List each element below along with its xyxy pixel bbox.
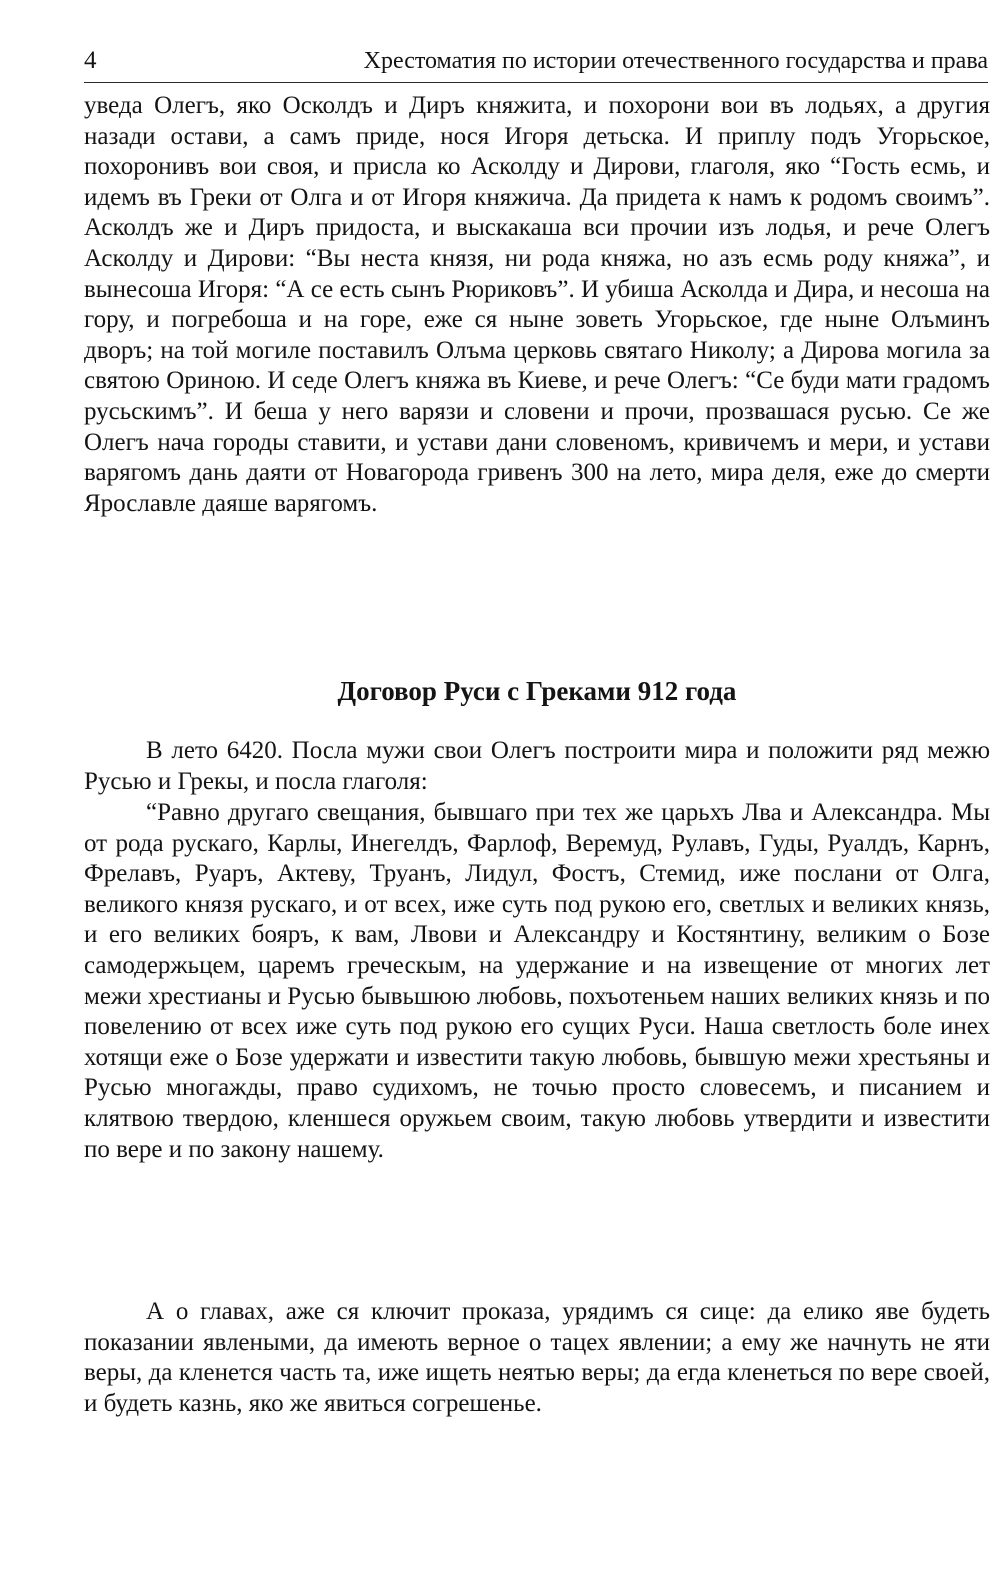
treaty-paragraph: В лето 6420. Посла мужи свои Олегъ построити мира и положити ряд межю Русью и Грекы, и посла глаголя: [84, 737, 990, 795]
treaty-paragraph: А о главах, аже ся ключит проказа, урядимъ ся сице: да елико яве будеть показании явлеными, да имеють верное о тацех явлении; а ему же начнуть не яти веры, да кленется часть та, иже ищеть неятью веры; да егда кленеться по вере своей, и будеть казнь, яко же явиться согрешенье. [84, 1298, 990, 1417]
running-header [84, 44, 988, 80]
intro-paragraph: уведа Олегъ, яко Осколдъ и Диръ княжита, и похорони вои въ лодьях, а другия назади остави, а самъ приде, нося Игоря детьска. И приплу подъ Угорьское, похоронивъ вои своя, и присла ко Асколду и Дирови, глаголя, яко “Гость есмь, и идемъ въ Греки от Олга и от Игоря княжича. Да придета к намъ к родомъ своимъ”. Асколдъ же и Диръ придоста, и выскакаша вси прочии изъ лодья, и рече Олегъ Асколду и Дирови: “Вы неста князя, ни рода княжа, но азъ есмь роду княжа”, и вынесоша Игоря: “А се есть сынъ Рюриковъ”. И убиша Асколда и Дира, и несоша на гору, и погребоша и на горе, еже ся ныне зоветь Угорьское, где ныне Олъминъ дворъ; на той могиле поставилъ Олъма церковь святаго Николу; а Дирова могила за святою Ориною. И седе Олегъ княжа въ Киеве, и рече Олегъ: “Се буди мати градомъ русьскимъ”. И беша у него варязи и словени и прочи, прозвашася русью. Се же Олегъ нача городы ставити, и устави дани словеномъ, кривичемъ и мери, и устави варягомъ дань даяти от Новагорода гривенъ 300 на лето, мира деля, еже до смерти Ярославле даяше варягомъ. [84, 92, 990, 517]
header-rule [84, 82, 988, 83]
section-heading: Договор Руси с Греками 912 года [337, 676, 737, 706]
treaty-paragraph: “Равно другаго свещания, бывшаго при тех же царьхъ Лва и Александра. Мы от рода рускаго, Карлы, Инегелдъ, Фарлоф, Веремуд, Рулавъ, Гуды, Руалдъ, Карнъ, Фрелавъ, Руаръ, Актеву, Труанъ, Лидул, Фостъ, Стемид, иже послани от Олга, великого князя рускаго, и от всех, иже суть под рукою его, светлых и великих князь, и его великих бояръ, к вам, Лвови и Александру и Костянтину, великим о Бозе самодержьцем, царемъ греческым, на удержание и на извещение от многих лет межи хрестианы и Русью бывьшюю любовь, похъотеньем наших великих князь и по повелению от всех иже суть под рукою его сущих Руси. Наша светлость боле инех хотящи еже о Бозе удержати и известити такую любовь, бывшую межи хрестьяны и Русью многажды, право судихомъ, не точью просто словесемъ, и писанием и клятвою твердою, кленшеся оружьем своим, такую любовь утвердити и известити по вере и по закону нашему. [84, 799, 990, 1163]
page-number: 4 [84, 47, 97, 74]
running-title: Хрестоматия по истории отечественного государства и права [363, 48, 988, 74]
